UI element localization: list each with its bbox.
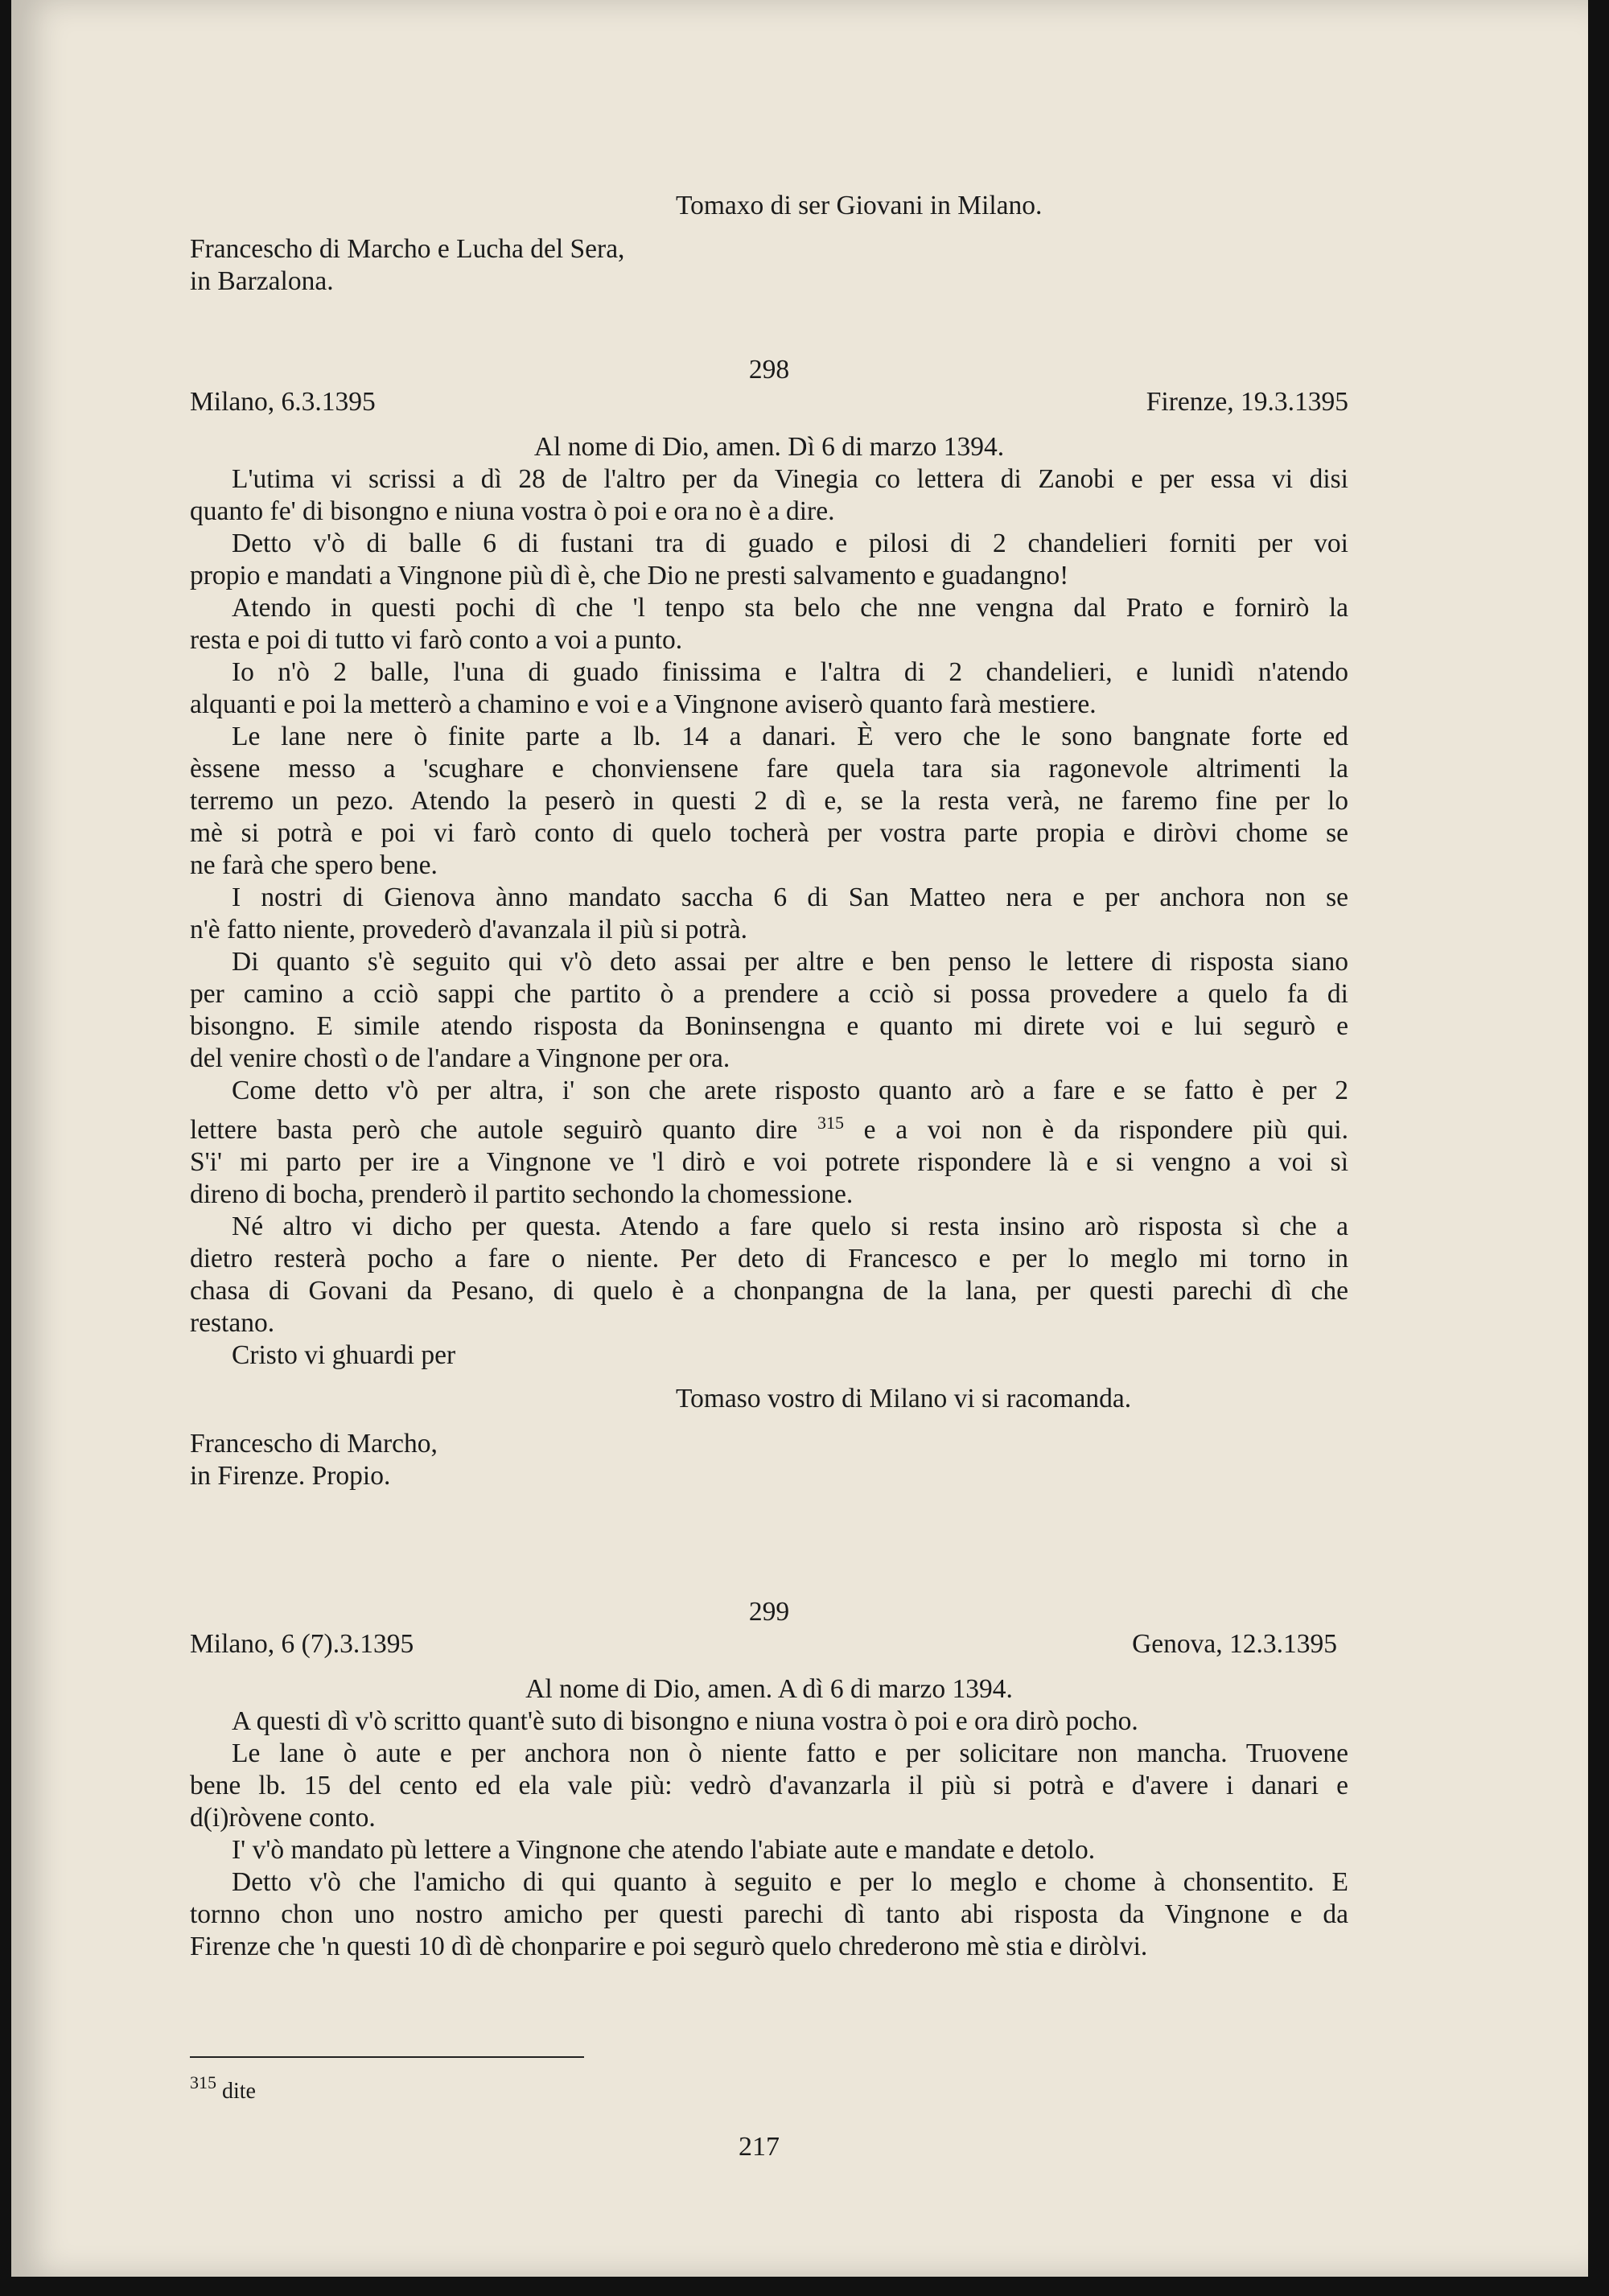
book-page bbox=[11, 0, 1588, 2277]
paragraph: I' v'ò mandato pù lettere a Vingnone che atendo l'abiate aute e mandate e detolo. bbox=[232, 1835, 1096, 1865]
footnote-number: 315 bbox=[190, 2072, 216, 2092]
letter-297-close bbox=[190, 190, 1348, 298]
place-date-from: Milano, 6 (7).3.1395 bbox=[190, 1629, 414, 1659]
paragraph: A questi dì v'ò scritto quant'è suto di bisongno e niuna vostra ò poi e ora dirò pocho. bbox=[232, 1706, 1138, 1736]
page-number: 217 bbox=[739, 2132, 780, 2162]
paragraph: Atendo in questi pochi dì che 'l tenpo sta belo che nne vengna dal Prato e fornirò la resta e poi di tutto vi farò conto a voi a punto. bbox=[190, 593, 1348, 655]
letter-header bbox=[190, 386, 1348, 418]
addressee-line: in Firenze. Propio. bbox=[190, 1461, 391, 1491]
letter-opening: Al nome di Dio, amen. Dì 6 di marzo 1394. bbox=[533, 432, 1005, 462]
footnote bbox=[190, 2072, 256, 2105]
place-date-to: Genova, 12.3.1395 bbox=[1132, 1629, 1337, 1659]
paragraph: Detto v'ò che l'amicho di qui quanto à seguito e per lo meglo e chome à chonsentito. E tornno chon uno nostro amicho per questi parechi dì tanto abi risposta da Vingnone e da Firenze che 'n questi 10 dì dè chonparire e poi segurò quelo chrederono mè stia e diròlvi. bbox=[190, 1867, 1348, 1961]
letter-298 bbox=[190, 354, 1348, 1492]
paragraph: Le lane ò aute e per anchora non ò niente fatto e per solicitare non mancha. Truovene bene lb. 15 del cento ed ela vale più: vedrò d'avanzarla il più si potrà e d'avere i danari e d(i)ròvene conto. bbox=[190, 1738, 1348, 1833]
footnote-rule bbox=[190, 2056, 584, 2058]
paragraph: Le lane nere ò finite parte a lb. 14 a danari. È vero che le sono bangnate forte ed èssene messo a 'scughare e chonviensene fare quela tara sia ragonevole altrimenti la terremo un pezo. Atendo la peserò in questi 2 dì e, se la resta verà, ne faremo fine per lo mè si potrà e poi vi farò conto di quelo tocherà per vostra parte propia e diròvi chome se ne farà che spero bene. bbox=[190, 722, 1348, 880]
place-date-from: Milano, 6.3.1395 bbox=[190, 387, 376, 417]
signature: Tomaso vostro di Milano vi si racomanda. bbox=[676, 1384, 1132, 1413]
footnote-text: dite bbox=[222, 2079, 256, 2104]
place-date-to: Firenze, 19.3.1395 bbox=[1146, 387, 1348, 417]
letter-number: 298 bbox=[748, 355, 790, 385]
addressee-line: Francescho di Marcho e Lucha del Sera, bbox=[190, 234, 625, 264]
letter-opening: Al nome di Dio, amen. A dì 6 di marzo 1394. bbox=[525, 1674, 1013, 1704]
letter-number: 299 bbox=[748, 1597, 790, 1627]
paragraph: Detto v'ò di balle 6 di fustani tra di guado e pilosi di 2 chandelieri forniti per voi propio e mandati a Vingnone più dì è, che Dio ne presti salvamento e guadangno! bbox=[190, 529, 1348, 590]
letter-header bbox=[190, 1628, 1348, 1660]
paragraph: Io n'ò 2 balle, l'una di guado finissima e l'altra di 2 chandelieri, e lunidì n'atendo alquanti e poi la metterò a chamino e voi e a Vingnone aviserò quanto farà mestiere. bbox=[190, 657, 1348, 719]
closing: Cristo vi ghuardi per bbox=[232, 1340, 456, 1370]
paragraph: Di quanto s'è seguito qui v'ò deto assai per altre e ben penso le lettere di risposta siano per camino a cciò sappi che partito ò a prendere a cciò si possa provedere a quelo fa di bisongno. E simile atendo risposta da Boninsengna e quanto mi direte voi e lui segurò e del venire chostì o de l'andare a Vingnone per ora. bbox=[190, 947, 1348, 1073]
letter-299 bbox=[190, 1596, 1348, 1963]
addressee-line: in Barzalona. bbox=[190, 266, 334, 296]
paragraph: Come detto v'ò per altra, i' son che arete risposto quanto arò a fare e se fatto è per 2 lettere basta però che autole seguirò quanto dire $^{315}$ e a voi non è da rispondere più qui. S'i' mi parto per ire a Vingnone ve 'l dirò e voi potrete rispondere là e si vengno a voi sì direno di bocha, prenderò il partito sechondo la chomessione. bbox=[190, 1076, 1348, 1209]
signature: Tomaxo di ser Giovani in Milano. bbox=[676, 191, 1043, 220]
paragraph: I nostri di Gienova ànno mandato saccha 6 di San Matteo nera e per anchora non se n'è fatto niente, provederò d'avanzala il più si potrà. bbox=[190, 883, 1348, 944]
paragraph: L'utima vi scrissi a dì 28 de l'altro per da Vinegia co lettera di Zanobi e per essa vi disi quanto fe' di bisongno e niuna vostra ò poi e ora no è a dire. bbox=[190, 464, 1348, 526]
paragraph: Né altro vi dicho per questa. Atendo a fare quelo si resta insino arò risposta sì che a dietro resterà pocho a fare o niente. Per deto di Francesco e per lo meglo mi torno in chasa di Govani da Pesano, di quelo è a chonpangna de la lana, per questi parechi dì che restano. bbox=[190, 1212, 1348, 1338]
addressee-line: Francescho di Marcho, bbox=[190, 1429, 438, 1459]
footnote-ref: 315 bbox=[817, 1113, 844, 1133]
